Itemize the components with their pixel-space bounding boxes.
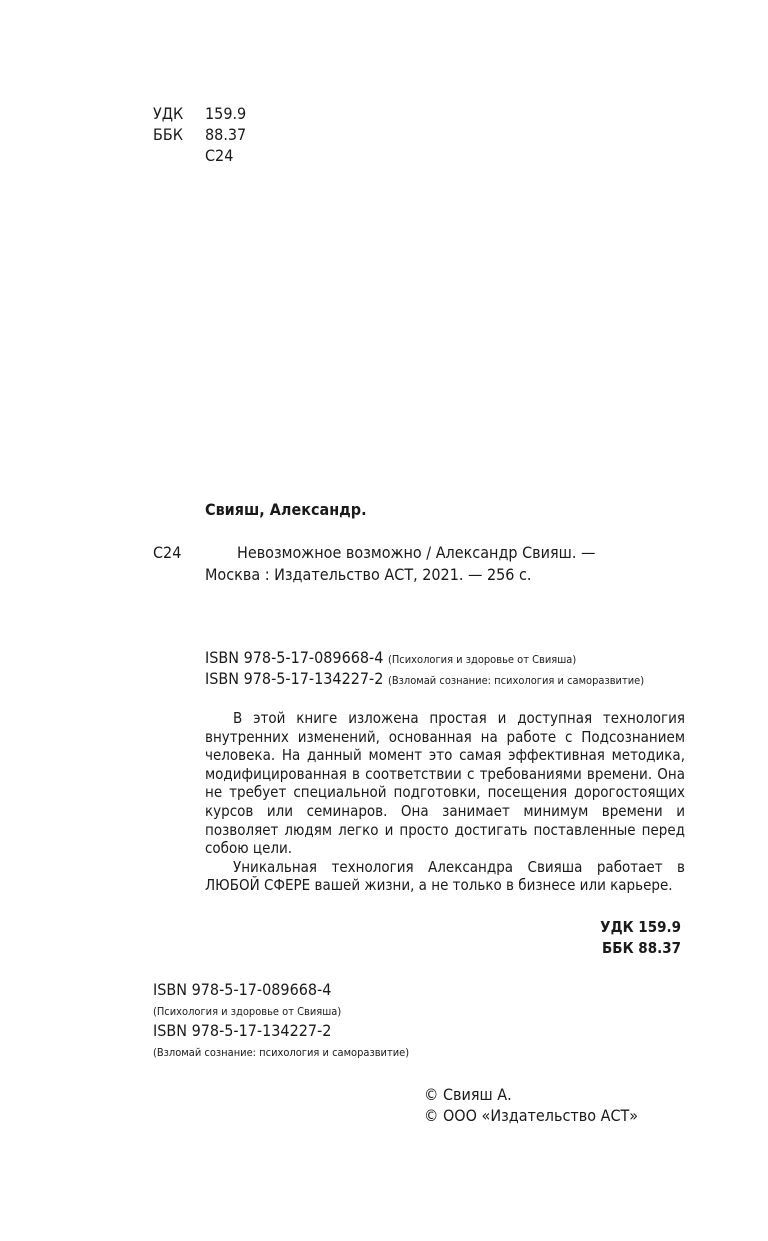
annotation [205,709,685,895]
footer-isbn: ISBN 978-5-17-134227-2 [153,1021,332,1040]
bbk-value: 88.37 [205,125,247,144]
bbk-bold: ББК 88.37 [602,939,681,957]
isbn-series: (Взломай сознание: психология и саморазвитие) [387,674,645,687]
isbn-line [205,648,576,668]
udk-label: УДК [153,104,184,123]
isbn-number: ISBN 978-5-17-089668-4 [205,648,384,667]
bib-title-line: Невозможное возможно / Александр Свияш. — [237,543,596,562]
footer-isbn-series: (Взломай сознание: психология и саморазвитие) [153,1046,410,1059]
isbn-number: ISBN 978-5-17-134227-2 [205,669,384,688]
footer-isbn-series: (Психология и здоровье от Свияша) [153,1005,342,1018]
copyright-author: © Свияш А. [424,1085,512,1104]
bbk-label: ББК [153,125,183,144]
udk-bold: УДК 159.9 [600,918,681,936]
isbn-line [205,669,644,689]
annotation-paragraph: Уникальная технология Александра Свияша работает в ЛЮБОЙ СФЕРЕ вашей жизни, а не только в бизнесе или карьере. [205,857,685,895]
bib-mark: С24 [153,543,182,562]
footer-isbn: ISBN 978-5-17-089668-4 [153,980,332,999]
author-heading: Свияш, Александр. [205,500,367,519]
bib-publisher-line: Москва : Издательство АСТ, 2021. — 256 с. [205,565,532,584]
annotation-paragraph: В этой книге изложена простая и доступная технология внутренних изменений, основанная на работе с Подсознанием человека. На данный момент это самая эффективная методика, модифицированная в соответствии с требованиями времени. Она не требует специальной подготовки, посещения дорогостоящих курсов или семинаров. Она занимает минимум времени и позволяет людям легко и просто достигать поставленные перед собою цели. [205,709,685,858]
isbn-series: (Психология и здоровье от Свияша) [387,653,577,666]
copyright-publisher: © ООО «Издательство АСТ» [424,1106,639,1125]
author-mark: С24 [205,146,234,165]
udk-value: 159.9 [205,104,247,123]
